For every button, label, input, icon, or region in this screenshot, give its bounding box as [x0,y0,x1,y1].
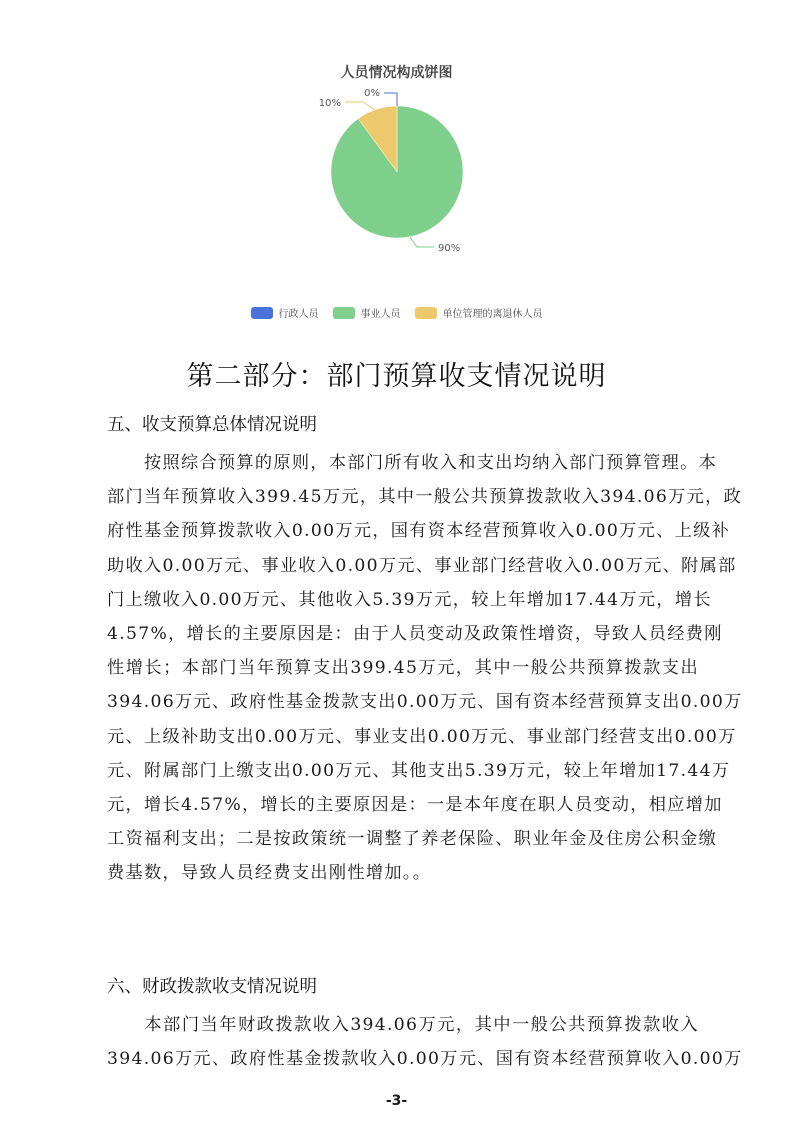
paragraph-line: 性增长；本部门当年预算支出399.45万元，其中一般公共预算拨款支出 [107,658,699,679]
paragraph-line: 府性基金预算拨款收入0.00万元，国有资本经营预算收入0.00万元、上级补 [107,521,731,542]
legend-item-institution[interactable] [333,305,401,320]
pie-data-label: 10% [318,98,341,109]
section-5-paragraph [107,446,743,890]
section-heading-6: 六、财政拨款收支情况说明 [107,977,317,997]
legend-item-admin[interactable] [251,305,319,320]
paragraph-line: 部门当年预算收入399.45万元，其中一般公共预算拨款收入394.06万元，政 [107,487,743,508]
legend-label-institution: 事业人员 [360,309,401,320]
label-leader-line [410,237,434,247]
chart-title: 人员情况构成饼图 [340,65,453,81]
label-leader-line [384,93,397,106]
page-number: -3- [385,1093,408,1109]
paragraph-line: 4.57%，增长的主要原因是：由于人员变动及政策性增资，导致人员经费刚 [107,623,723,644]
paragraph-line: 元，增长4.57%，增长的主要原因是：一是本年度在职人员变动，相应增加 [107,794,723,815]
section-heading-5: 五、收支预算总体情况说明 [107,415,317,435]
paragraph-line: 394.06万元、政府性基金拨款收入0.00万元、国有资本经营预算收入0.00万 [107,1049,743,1070]
legend-swatch-retired [415,307,437,319]
pie-data-label: 0% [364,88,380,99]
legend-label-retired: 单位管理的离退休人员 [442,309,543,320]
pie-chart-canvas [0,0,793,300]
label-leader-line [345,102,377,111]
legend-swatch-institution [333,307,355,319]
chart-legend [0,305,793,320]
pie-chart [0,0,793,335]
paragraph-line: 本部门当年财政拨款收入394.06万元，其中一般公共预算拨款收入 [107,1015,699,1035]
part-title: 第二部分：部门预算收支情况说明 [186,361,607,392]
legend-label-admin: 行政人员 [278,309,319,320]
legend-item-retired[interactable] [415,305,543,320]
legend-swatch-admin [251,307,273,319]
paragraph-line: 费基数，导致人员经费支出刚性增加。。 [107,863,432,884]
paragraph-line: 助收入0.00万元、事业收入0.00万元、事业部门经营收入0.00万元、附属部 [107,555,737,576]
paragraph-line: 元、上级补助支出0.00万元、事业支出0.00万元、事业部门经营支出0.00万 [107,726,737,747]
pie-data-label: 90% [438,243,461,254]
paragraph-line: 门上缴收入0.00万元、其他收入5.39万元，较上年增加17.44万元，增长 [107,589,712,610]
paragraph-line: 工资福利支出；二是按政策统一调整了养老保险、职业年金及住房公积金缴 [107,829,718,850]
paragraph-line: 按照综合预算的原则，本部门所有收入和支出均纳入部门预算管理。本 [107,453,718,473]
section-6-paragraph [107,1008,743,1076]
paragraph-line: 394.06万元、政府性基金拨款支出0.00万元、国有资本经营预算支出0.00万 [107,692,743,713]
paragraph-line: 元、附属部门上缴支出0.00万元、其他支出5.39万元，较上年增加17.44万 [107,760,731,781]
